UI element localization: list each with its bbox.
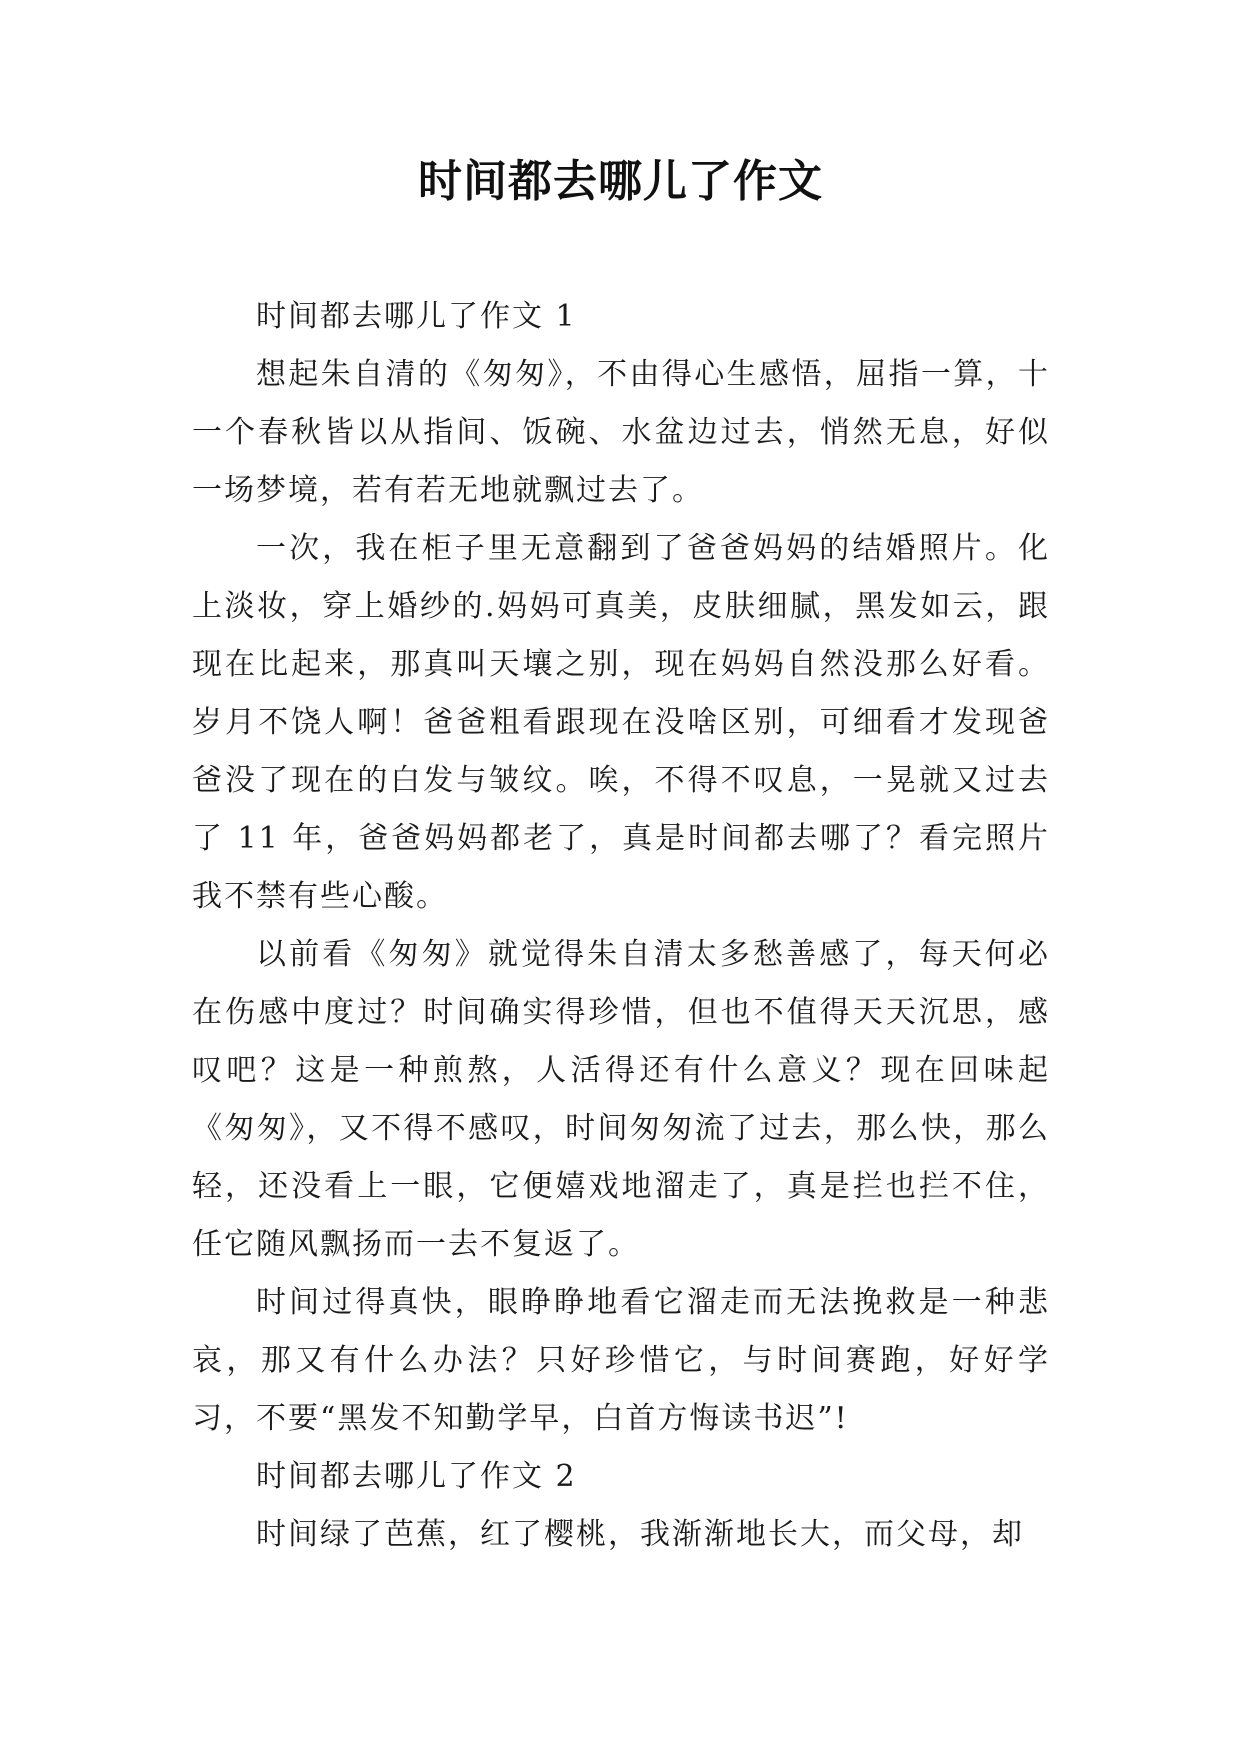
essay-heading-1: 时间都去哪儿了作文 1 — [256, 299, 577, 334]
document-title: 时间都去哪儿了作文 — [418, 156, 823, 207]
paragraph-4: 时间过得真快，眼睁睁地看它溜走而无法挽救是一种悲哀，那又有什么办法？只好珍惜它，与时间赛跑，好好学习，不要“黑发不知勤学早，白首方悔读书迟”! — [192, 1285, 1050, 1436]
paragraph-3: 以前看《匆匆》就觉得朱自清太多愁善感了，每天何必在伤感中度过？时间确实得珍惜，但也不值得天天沉思，感叹吧？这是一种煎熬，人活得还有什么意义？现在回味起《匆匆》，又不得不感叹，时间匆匆流了过去，那么快，那么轻，还没看上一眼，它便嬉戏地溜走了，真是拦也拦不住，任它随风飘扬而一去不复返了。 — [192, 937, 1050, 1262]
paragraph-1: 想起朱自清的《匆匆》，不由得心生感悟，屈指一算，十一个春秋皆以从指间、饭碗、水盆边过去，悄然无息，好似一场梦境，若有若无地就飘过去了。 — [192, 357, 1050, 508]
essay-heading-2: 时间都去哪儿了作文 2 — [256, 1459, 577, 1494]
paragraph-2: 一次，我在柜子里无意翻到了爸爸妈妈的结婚照片。化上淡妆，穿上婚纱的.妈妈可真美，皮肤细腻，黑发如云，跟现在比起来，那真叫天壤之别，现在妈妈自然没那么好看。岁月不饶人啊！爸爸粗看跟现在没啥区别，可细看才发现爸爸没了现在的白发与皱纹。唉，不得不叹息，一晃就又过去了 11 年，爸爸妈妈都老了，真是时间都去哪了？看完照片我不禁有些心酸。 — [192, 531, 1050, 914]
document-body — [192, 288, 1050, 1564]
paragraph-5: 时间绿了芭蕉，红了樱桃，我渐渐地长大，而父母，却 — [256, 1517, 1024, 1552]
